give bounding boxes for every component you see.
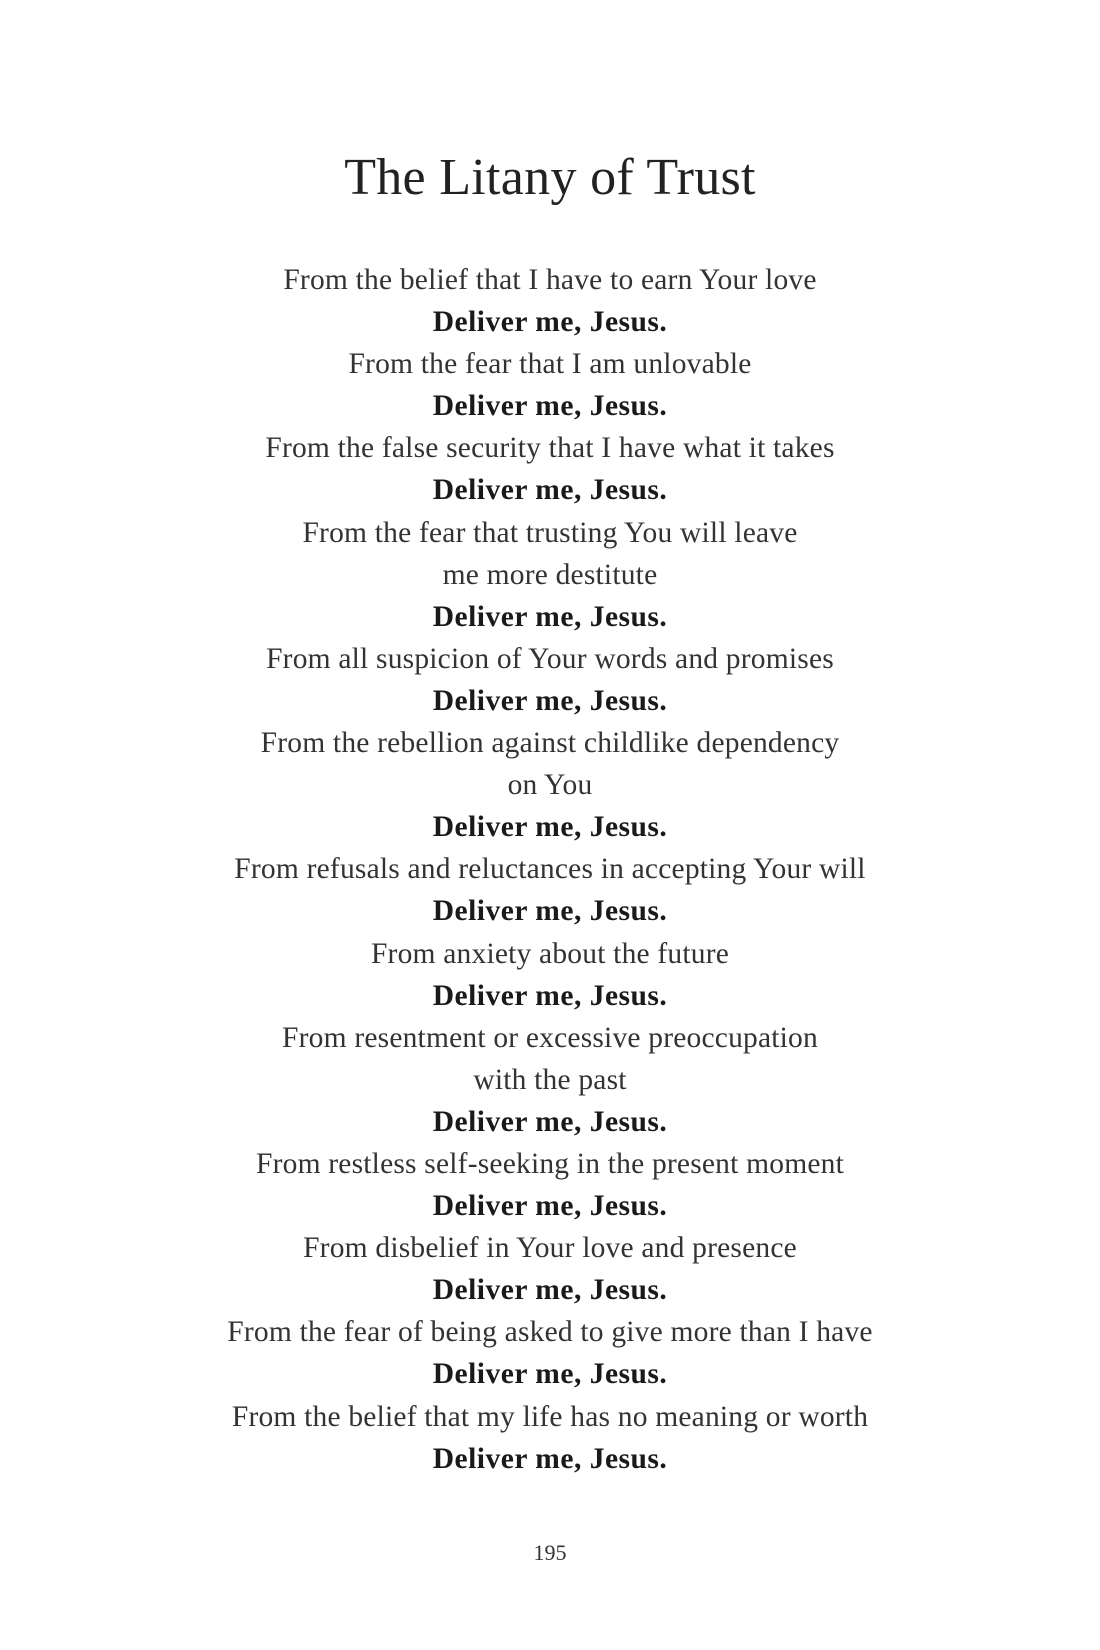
litany-petition: From the belief that my life has no meaning or worth [231, 1400, 869, 1433]
litany-response: Deliver me, Jesus. [432, 390, 668, 423]
litany-response: Deliver me, Jesus. [432, 895, 668, 928]
litany-response: Deliver me, Jesus. [432, 1105, 668, 1138]
litany-petition: From the fear that I am unlovable [348, 348, 752, 381]
litany-response: Deliver me, Jesus. [432, 1190, 668, 1223]
litany-petition: From the belief that I have to earn Your love [283, 264, 817, 296]
litany-petition: me more destitute [442, 558, 658, 591]
litany-petition: From anxiety about the future [370, 937, 730, 970]
litany-petition: From the fear of being asked to give more than I have [227, 1316, 873, 1349]
litany-petition: From refusals and reluctances in accepting Your will [234, 853, 866, 886]
page-number: 195 [533, 1540, 567, 1565]
page-title: The Litany of Trust [344, 149, 756, 206]
litany-response: Deliver me, Jesus. [432, 684, 668, 717]
litany-petition: From the fear that trusting You will leave [302, 516, 798, 549]
litany-response: Deliver me, Jesus. [432, 306, 668, 339]
litany-response: Deliver me, Jesus. [432, 474, 668, 507]
litany-petition: From resentment or excessive preoccupation [282, 1021, 818, 1054]
litany-petition: From the rebellion against childlike dependency [260, 727, 840, 760]
litany-petition: From restless self-seeking in the present moment [255, 1147, 844, 1180]
litany-body [0, 259, 1100, 1480]
litany-response: Deliver me, Jesus. [432, 600, 668, 633]
litany-petition: From the false security that I have what it takes [265, 432, 835, 465]
litany-response: Deliver me, Jesus. [432, 1274, 668, 1307]
litany-response: Deliver me, Jesus. [432, 1358, 668, 1391]
litany-response: Deliver me, Jesus. [432, 979, 668, 1012]
litany-petition: From disbelief in Your love and presence [303, 1232, 797, 1265]
litany-petition: with the past [473, 1063, 627, 1096]
litany-response: Deliver me, Jesus. [432, 1442, 668, 1475]
litany-petition: on You [507, 769, 593, 802]
litany-petition: From all suspicion of Your words and promises [266, 642, 834, 675]
litany-response: Deliver me, Jesus. [432, 811, 668, 844]
